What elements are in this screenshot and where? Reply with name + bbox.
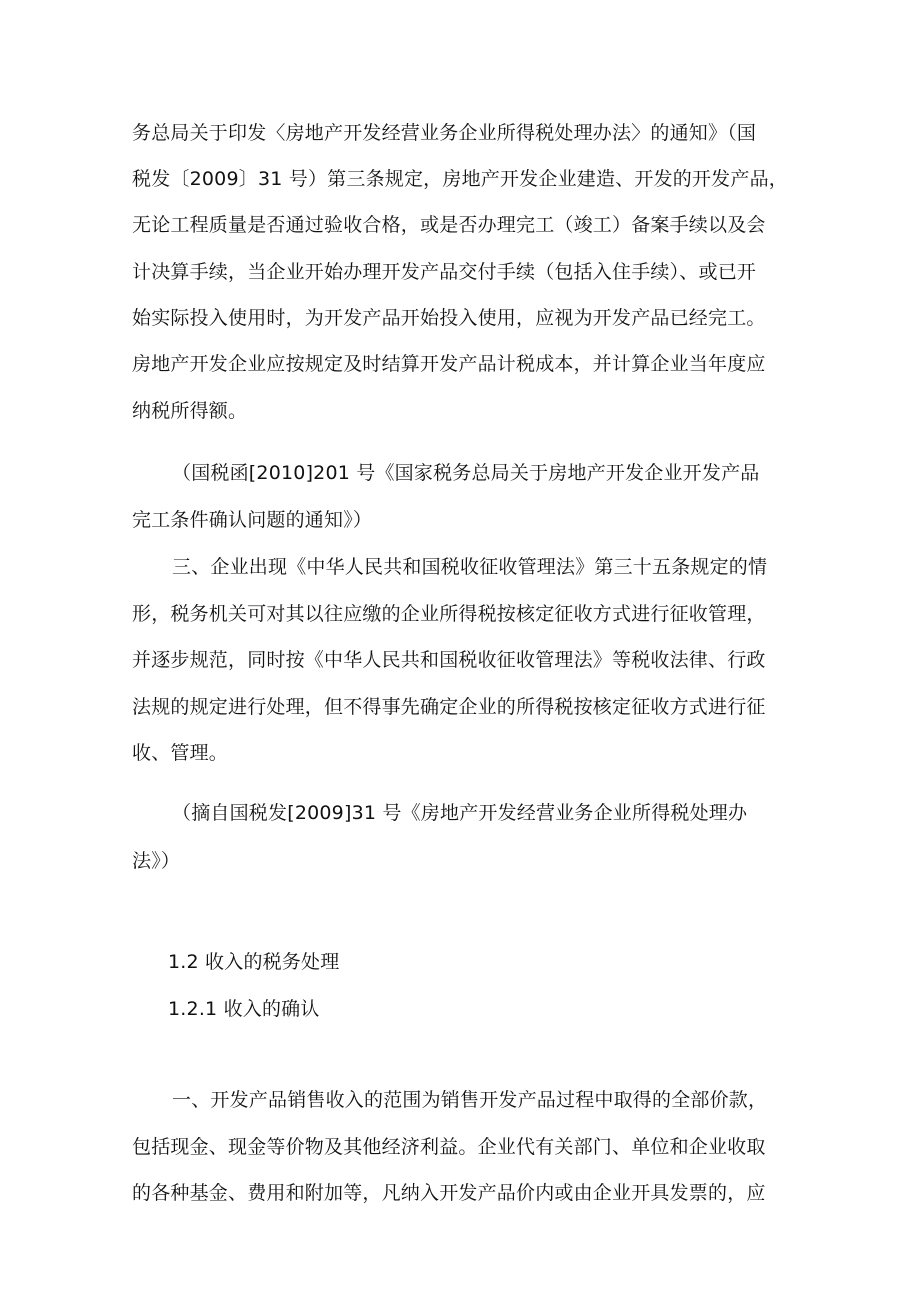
paragraph-line: 并逐步规范，同时按《中华人民共和国税收征收管理法》等税收法律、行政 xyxy=(132,649,766,671)
paragraph-line: 无论工程质量是否通过验收合格，或是否办理完工（竣工）备案手续以及会 xyxy=(132,214,766,236)
paragraph-line: 务总局关于印发〈房地产开发经营业务企业所得税处理办法〉的通知》（国 xyxy=(132,122,757,144)
citation-line: 完工条件确认问题的通知》） xyxy=(132,509,373,531)
citation-line: （国税函[2010]201 号《国家税务总局关于房地产开发企业开发产品 xyxy=(172,462,760,484)
paragraph-line: 一、开发产品销售收入的范围为销售开发产品过程中取得的全部价款， xyxy=(172,1089,768,1111)
paragraph-line: 房地产开发企业应按规定及时结算开发产品计税成本，并计算企业当年度应 xyxy=(132,353,766,375)
paragraph-line: 的各种基金、费用和附加等，凡纳入开发产品价内或由企业开具发票的，应 xyxy=(132,1182,766,1204)
paragraph-line: 始实际投入使用时，为开发产品开始投入使用，应视为开发产品已经完工。 xyxy=(132,307,766,329)
section-heading: 1.2 收入的税务处理 xyxy=(168,951,340,973)
citation-line: （摘自国税发[2009]31 号《房地产开发经营业务企业所得税处理办 xyxy=(172,802,748,824)
citation-line: 法》） xyxy=(132,850,181,872)
paragraph-line: 法规的规定进行处理，但不得事先确定企业的所得税按核定征收方式进行征 xyxy=(132,696,766,718)
paragraph-line: 纳税所得额。 xyxy=(132,400,248,422)
paragraph-line: 收、管理。 xyxy=(132,742,229,764)
paragraph-line: 三、企业出现《中华人民共和国税收征收管理法》第三十五条规定的情 xyxy=(172,556,768,578)
paragraph-line: 形，税务机关可对其以往应缴的企业所得税按核定征收方式进行征收管理， xyxy=(132,603,766,625)
paragraph-line: 税发〔2009〕31 号）第三条规定，房地产开发企业建造、开发的开发产品， xyxy=(132,168,788,190)
paragraph-line: 计决算手续，当企业开始办理开发产品交付手续（包括入住手续）、或已开 xyxy=(132,261,757,283)
paragraph-line: 包括现金、现金等价物及其他经济利益。企业代有关部门、单位和企业收取 xyxy=(132,1136,766,1158)
subsection-heading: 1.2.1 收入的确认 xyxy=(168,998,320,1020)
